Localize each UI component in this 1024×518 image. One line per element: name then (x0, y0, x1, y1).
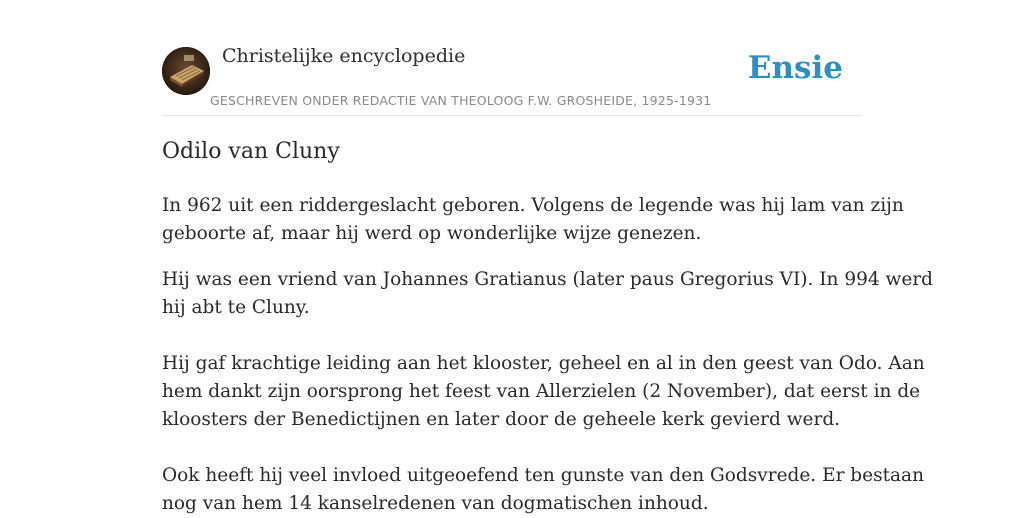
book-photo-icon (162, 47, 210, 95)
avatar[interactable] (162, 47, 210, 95)
site-title[interactable]: Christelijke encyclopedie (222, 45, 466, 67)
text-line: hij abt te Cluny. (162, 297, 310, 318)
paragraph (162, 462, 924, 518)
site-header (162, 0, 862, 116)
brand-logo[interactable]: Ensie (747, 50, 843, 86)
text-line: Hij was een vriend van Johannes Gratianus (later paus Gregorius VI). In 994 werd (162, 269, 934, 290)
article-title: Odilo van Cluny (162, 139, 340, 164)
text-line: kloosters der Benedictijnen en later door de geheele kerk gevierd werd. (162, 409, 841, 430)
article-body (162, 192, 934, 518)
page (162, 0, 934, 514)
text-line: nog van hem 14 kanselredenen van dogmatischen inhoud. (162, 493, 709, 514)
paragraph (162, 266, 934, 322)
site-subtitle: GESCHREVEN ONDER REDACTIE VAN THEOLOOG F.W. GROSHEIDE, 1925-1931 (210, 93, 712, 108)
paragraph (162, 192, 904, 248)
text-line: geboorte af, maar hij werd op wonderlijke wijze genezen. (162, 223, 702, 244)
text-line: In 962 uit een riddergeslacht geboren. Volgens de legende was hij lam van zijn (162, 195, 904, 216)
paragraph (162, 350, 925, 434)
text-line: Hij gaf krachtige leiding aan het klooster, geheel en al in den geest van Odo. Aan (162, 353, 925, 374)
text-line: Ook heeft hij veel invloed uitgeoefend ten gunste van den Godsvrede. Er bestaan (162, 465, 924, 486)
text-line: hem dankt zijn oorsprong het feest van Allerzielen (2 November), dat eerst in de (162, 381, 921, 402)
